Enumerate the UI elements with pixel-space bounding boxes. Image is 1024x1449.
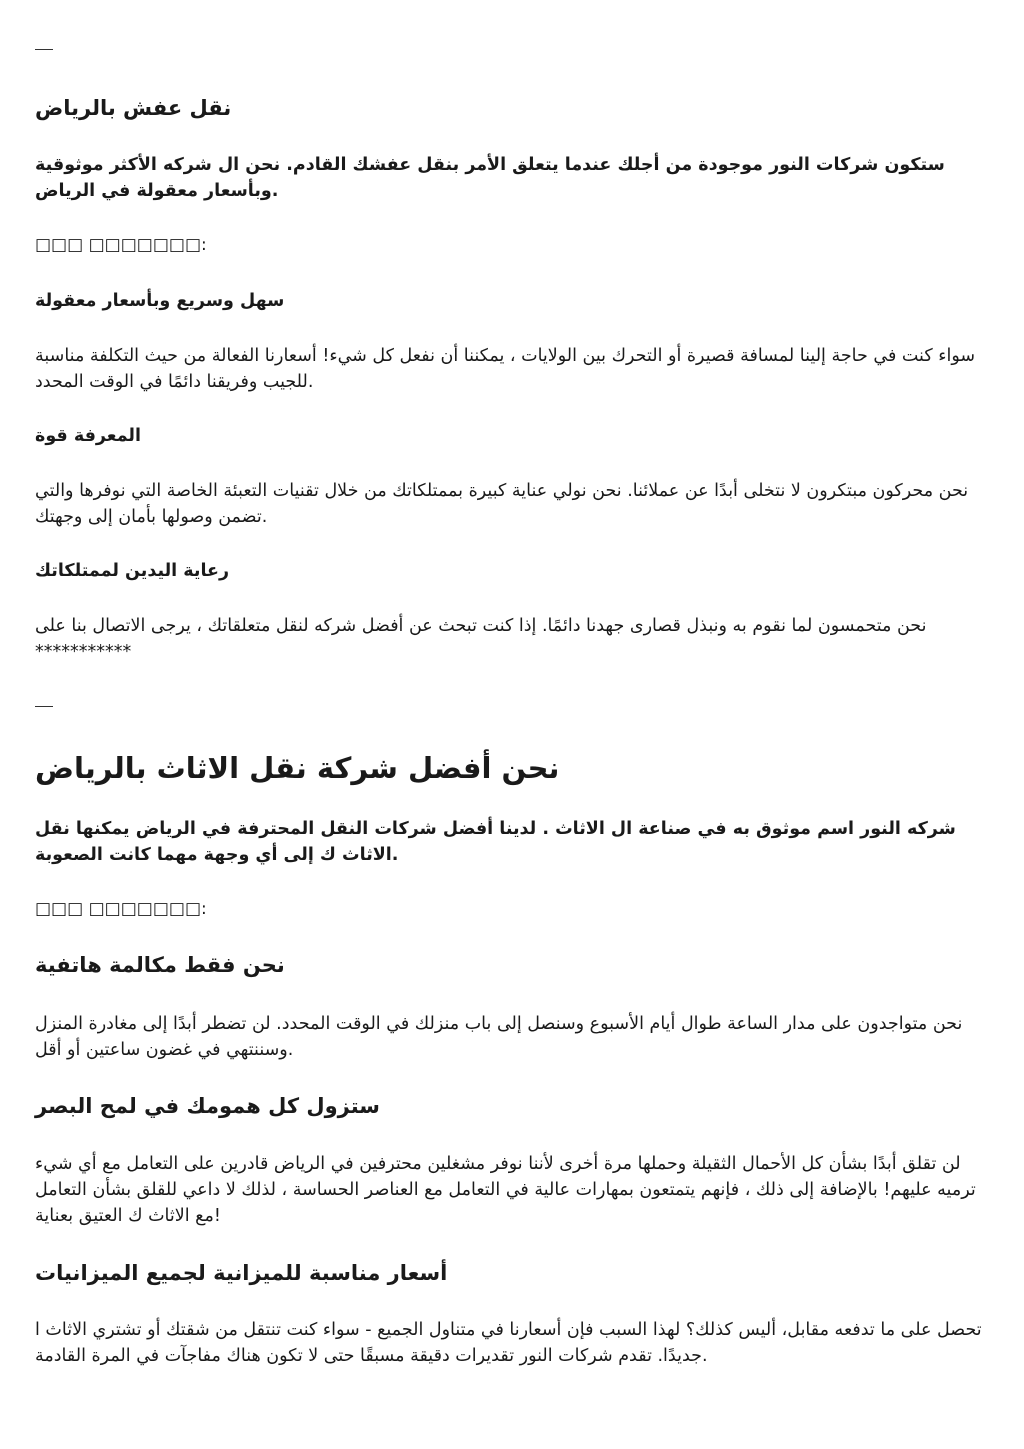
item-text: تحصل على ما تدفعه مقابل، أليس كذلك؟ لهذا السبب فإن أسعارنا في متناول الجميع - سواء كنت تنتقل من شقتك أو تشتري الاثاث ا جديدًا. تقدم شركات النور تقديرات دقيقة مسبقًا حتى لا تكون هناك مفاجآت في المرة القادمة. [35, 1320, 982, 1366]
section-lead: شركه النور اسم موثوق به في صناعة ال الاثاث . لدينا أفضل شركات النقل المحترفة في الرياض يمكنها نقل الاثاث ك إلى أي وجهة مهما كانت الصعوبة. [35, 819, 956, 865]
divider [35, 49, 53, 50]
item-text: نحن محركون مبتكرون لا نتخلى أبدًا عن عملائنا. نحن نولي عناية كبيرة بممتلكاتك من خلال تقنيات التعبئة الخاصة التي نوفرها والتي تضمن وصولها بأمان إلى وجهتك. [35, 481, 969, 527]
section-label: □□□ □□□□□□□: [35, 235, 207, 255]
item-heading: رعاية اليدين لممتلكاتك [35, 561, 230, 581]
item-heading: أسعار مناسبة للميزانية لجميع الميزانيات [35, 1261, 448, 1285]
item-text: سواء كنت في حاجة إلينا لمسافة قصيرة أو التحرك بين الولايات ، يمكننا أن نفعل كل شيء! أسعارنا الفعالة من حيث التكلفة مناسبة للجيب وفريقنا دائمًا في الوقت المحدد. [35, 346, 976, 392]
item-text: لن تقلق أبدًا بشأن كل الأحمال الثقيلة وحملها مرة أخرى لأننا نوفر مشغلين محترفين في الرياض قادرين على التعامل مع أي شيء ترميه عليهم! بالإضافة إلى ذلك ، فإنهم يتمتعون بمهارات عالية في التعامل مع العناصر الحساسة ، لذلك لا داعي للقلق بشأن التعامل مع الاثاث ك العتيق بعناية! [35, 1154, 976, 1226]
section-title: نقل عفش بالرياض [35, 96, 232, 120]
item-text: نحن متحمسون لما نقوم به ونبذل قصارى جهدنا دائمًا. إذا كنت تبحث عن أفضل شركه لنقل متعلقاتك ، يرجى الاتصال بنا على *********** [35, 616, 927, 662]
item-heading: ستزول كل همومك في لمح البصر [35, 1094, 380, 1118]
item-heading: المعرفة قوة [35, 426, 141, 446]
divider [35, 706, 53, 707]
section-title: نحن أفضل شركة نقل الاثاث بالرياض [35, 751, 560, 785]
section-label: □□□ □□□□□□□: [35, 899, 207, 919]
item-heading: نحن فقط مكالمة هاتفية [35, 953, 285, 977]
section-lead: ستكون شركات النور موجودة من أجلك عندما يتعلق الأمر بنقل عفشك القادم. نحن ال شركه الأكثر موثوقية وبأسعار معقولة في الرياض. [35, 155, 945, 201]
item-heading: سهل وسريع وبأسعار معقولة [35, 291, 285, 311]
item-text: نحن متواجدون على مدار الساعة طوال أيام الأسبوع وسنصل إلى باب منزلك في الوقت المحدد. لن تضطر أبدًا إلى مغادرة المنزل وسننتهي في غضون ساعتين أو أقل. [35, 1014, 963, 1060]
